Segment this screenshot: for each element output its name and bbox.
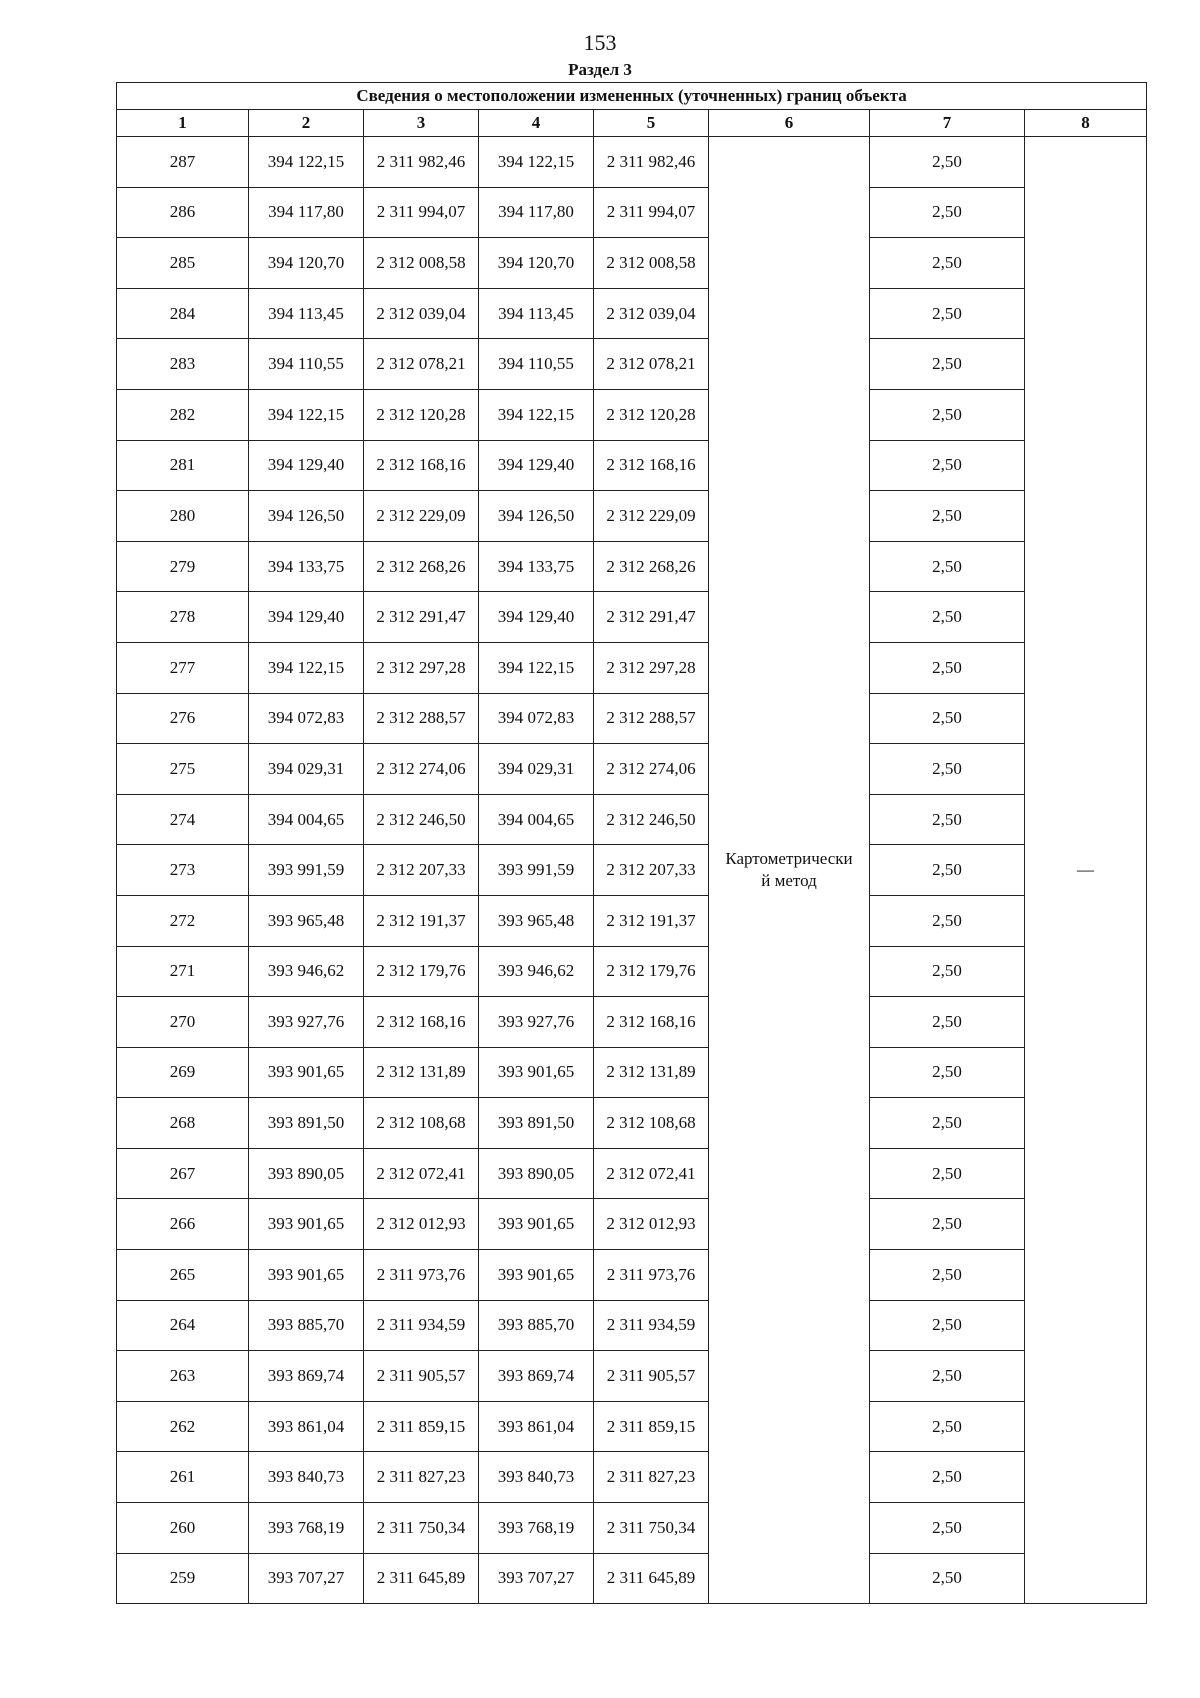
accuracy-cell: 2,50 (870, 187, 1025, 238)
accuracy-cell: 2,50 (870, 744, 1025, 795)
x-existing-cell: 393 885,70 (249, 1300, 364, 1351)
page-number: 153 (583, 30, 617, 55)
accuracy-cell: 2,50 (870, 1199, 1025, 1250)
table-body (117, 137, 1147, 1604)
table-row (117, 693, 1147, 744)
y-refined-cell: 2 312 168,16 (594, 440, 709, 491)
accuracy-cell: 2,50 (870, 1452, 1025, 1503)
table-row (117, 794, 1147, 845)
y-refined-cell: 2 312 207,33 (594, 845, 709, 896)
point-number-cell: 274 (117, 794, 249, 845)
x-refined-cell: 393 891,50 (479, 1098, 594, 1149)
point-number-cell: 281 (117, 440, 249, 491)
y-existing-cell: 2 312 072,41 (364, 1148, 479, 1199)
y-refined-cell: 2 312 268,26 (594, 541, 709, 592)
x-existing-cell: 394 113,45 (249, 288, 364, 339)
y-refined-cell: 2 311 994,07 (594, 187, 709, 238)
point-number-cell: 277 (117, 642, 249, 693)
y-refined-cell: 2 312 297,28 (594, 642, 709, 693)
point-number-cell: 266 (117, 1199, 249, 1250)
point-number-cell: 267 (117, 1148, 249, 1199)
point-number-cell: 261 (117, 1452, 249, 1503)
accuracy-cell: 2,50 (870, 845, 1025, 896)
x-refined-cell: 394 122,15 (479, 137, 594, 188)
table-row (117, 288, 1147, 339)
x-refined-cell: 393 927,76 (479, 997, 594, 1048)
y-refined-cell: 2 312 131,89 (594, 1047, 709, 1098)
x-refined-cell: 394 129,40 (479, 440, 594, 491)
x-refined-cell: 394 029,31 (479, 744, 594, 795)
table-row (117, 642, 1147, 693)
x-existing-cell: 394 129,40 (249, 440, 364, 491)
point-number-cell: 279 (117, 541, 249, 592)
accuracy-cell: 2,50 (870, 1553, 1025, 1604)
column-number: 4 (479, 110, 594, 137)
y-refined-cell: 2 311 982,46 (594, 137, 709, 188)
y-refined-cell: 2 311 645,89 (594, 1553, 709, 1604)
boundary-coordinates-table (116, 82, 1147, 1604)
x-refined-cell: 394 129,40 (479, 592, 594, 643)
x-existing-cell: 394 120,70 (249, 238, 364, 289)
x-existing-cell: 394 122,15 (249, 642, 364, 693)
x-refined-cell: 394 110,55 (479, 339, 594, 390)
y-existing-cell: 2 311 982,46 (364, 137, 479, 188)
x-existing-cell: 394 072,83 (249, 693, 364, 744)
y-existing-cell: 2 312 274,06 (364, 744, 479, 795)
method-cell (709, 137, 870, 1604)
x-refined-cell: 394 113,45 (479, 288, 594, 339)
x-existing-cell: 394 129,40 (249, 592, 364, 643)
y-existing-cell: 2 312 229,09 (364, 491, 479, 542)
x-existing-cell: 393 861,04 (249, 1401, 364, 1452)
y-refined-cell: 2 311 973,76 (594, 1250, 709, 1301)
y-existing-cell: 2 311 859,15 (364, 1401, 479, 1452)
x-refined-cell: 394 122,15 (479, 642, 594, 693)
y-existing-cell: 2 311 994,07 (364, 187, 479, 238)
accuracy-cell: 2,50 (870, 997, 1025, 1048)
table-row (117, 997, 1147, 1048)
x-refined-cell: 393 890,05 (479, 1148, 594, 1199)
accuracy-cell: 2,50 (870, 238, 1025, 289)
y-refined-cell: 2 312 274,06 (594, 744, 709, 795)
y-refined-cell: 2 312 012,93 (594, 1199, 709, 1250)
y-existing-cell: 2 312 008,58 (364, 238, 479, 289)
table-row (117, 744, 1147, 795)
accuracy-cell: 2,50 (870, 1148, 1025, 1199)
y-existing-cell: 2 312 246,50 (364, 794, 479, 845)
point-number-cell: 282 (117, 389, 249, 440)
table-row (117, 1503, 1147, 1554)
x-existing-cell: 393 707,27 (249, 1553, 364, 1604)
y-existing-cell: 2 311 973,76 (364, 1250, 479, 1301)
x-existing-cell: 393 927,76 (249, 997, 364, 1048)
x-existing-cell: 393 901,65 (249, 1250, 364, 1301)
x-refined-cell: 393 768,19 (479, 1503, 594, 1554)
column-number: 1 (117, 110, 249, 137)
y-refined-cell: 2 312 179,76 (594, 946, 709, 997)
y-refined-cell: 2 312 246,50 (594, 794, 709, 845)
y-refined-cell: 2 312 120,28 (594, 389, 709, 440)
y-refined-cell: 2 312 168,16 (594, 997, 709, 1048)
point-number-cell: 272 (117, 895, 249, 946)
column-number: 8 (1025, 110, 1147, 137)
y-existing-cell: 2 311 905,57 (364, 1351, 479, 1402)
point-number-cell: 286 (117, 187, 249, 238)
accuracy-cell: 2,50 (870, 1300, 1025, 1351)
accuracy-cell: 2,50 (870, 895, 1025, 946)
x-refined-cell: 394 072,83 (479, 693, 594, 744)
accuracy-cell: 2,50 (870, 946, 1025, 997)
table-row (117, 1300, 1147, 1351)
accuracy-cell: 2,50 (870, 1351, 1025, 1402)
accuracy-cell: 2,50 (870, 389, 1025, 440)
point-number-cell: 260 (117, 1503, 249, 1554)
accuracy-cell: 2,50 (870, 339, 1025, 390)
y-existing-cell: 2 311 934,59 (364, 1300, 479, 1351)
table-row (117, 137, 1147, 188)
accuracy-cell: 2,50 (870, 1098, 1025, 1149)
point-number-cell: 287 (117, 137, 249, 188)
point-number-cell: 280 (117, 491, 249, 542)
table-row (117, 541, 1147, 592)
table-row (117, 1098, 1147, 1149)
y-refined-cell: 2 311 905,57 (594, 1351, 709, 1402)
accuracy-cell: 2,50 (870, 693, 1025, 744)
table-row (117, 1047, 1147, 1098)
column-number: 3 (364, 110, 479, 137)
x-existing-cell: 393 946,62 (249, 946, 364, 997)
accuracy-cell: 2,50 (870, 1503, 1025, 1554)
y-existing-cell: 2 312 168,16 (364, 997, 479, 1048)
table-row (117, 1401, 1147, 1452)
y-existing-cell: 2 312 179,76 (364, 946, 479, 997)
x-existing-cell: 393 890,05 (249, 1148, 364, 1199)
y-refined-cell: 2 312 291,47 (594, 592, 709, 643)
accuracy-cell: 2,50 (870, 491, 1025, 542)
section-title: Раздел 3 (568, 60, 632, 79)
y-refined-cell: 2 311 934,59 (594, 1300, 709, 1351)
x-refined-cell: 393 901,65 (479, 1250, 594, 1301)
x-existing-cell: 393 991,59 (249, 845, 364, 896)
x-refined-cell: 393 861,04 (479, 1401, 594, 1452)
x-existing-cell: 393 891,50 (249, 1098, 364, 1149)
x-existing-cell: 393 901,65 (249, 1047, 364, 1098)
point-number-cell: 264 (117, 1300, 249, 1351)
y-refined-cell: 2 312 072,41 (594, 1148, 709, 1199)
y-existing-cell: 2 311 750,34 (364, 1503, 479, 1554)
table-row (117, 845, 1147, 896)
x-refined-cell: 394 117,80 (479, 187, 594, 238)
point-number-cell: 275 (117, 744, 249, 795)
x-refined-cell: 393 869,74 (479, 1351, 594, 1402)
table-row (117, 491, 1147, 542)
accuracy-cell: 2,50 (870, 592, 1025, 643)
x-existing-cell: 394 126,50 (249, 491, 364, 542)
y-refined-cell: 2 312 108,68 (594, 1098, 709, 1149)
table-caption: Сведения о местоположении измененных (уточненных) границ объекта (117, 83, 1147, 110)
x-refined-cell: 394 133,75 (479, 541, 594, 592)
x-existing-cell: 393 869,74 (249, 1351, 364, 1402)
x-refined-cell: 393 946,62 (479, 946, 594, 997)
accuracy-cell: 2,50 (870, 137, 1025, 188)
y-existing-cell: 2 312 108,68 (364, 1098, 479, 1149)
x-refined-cell: 394 126,50 (479, 491, 594, 542)
x-existing-cell: 393 965,48 (249, 895, 364, 946)
accuracy-cell: 2,50 (870, 541, 1025, 592)
point-number-cell: 259 (117, 1553, 249, 1604)
y-existing-cell: 2 312 120,28 (364, 389, 479, 440)
accuracy-cell: 2,50 (870, 794, 1025, 845)
point-number-cell: 270 (117, 997, 249, 1048)
y-existing-cell: 2 312 207,33 (364, 845, 479, 896)
accuracy-cell: 2,50 (870, 440, 1025, 491)
column-number: 7 (870, 110, 1025, 137)
accuracy-cell: 2,50 (870, 642, 1025, 693)
accuracy-cell: 2,50 (870, 1250, 1025, 1301)
x-existing-cell: 393 840,73 (249, 1452, 364, 1503)
y-existing-cell: 2 312 012,93 (364, 1199, 479, 1250)
table-row (117, 1351, 1147, 1402)
point-number-cell: 262 (117, 1401, 249, 1452)
x-existing-cell: 394 029,31 (249, 744, 364, 795)
table-row (117, 1553, 1147, 1604)
x-existing-cell: 394 110,55 (249, 339, 364, 390)
table-row (117, 895, 1147, 946)
x-existing-cell: 394 117,80 (249, 187, 364, 238)
x-refined-cell: 393 965,48 (479, 895, 594, 946)
column-number: 5 (594, 110, 709, 137)
accuracy-cell: 2,50 (870, 1047, 1025, 1098)
y-refined-cell: 2 311 827,23 (594, 1452, 709, 1503)
column-number: 2 (249, 110, 364, 137)
point-number-cell: 269 (117, 1047, 249, 1098)
column-8-cell: — (1025, 137, 1147, 1604)
table-row (117, 1199, 1147, 1250)
x-existing-cell: 394 004,65 (249, 794, 364, 845)
point-number-cell: 265 (117, 1250, 249, 1301)
point-number-cell: 271 (117, 946, 249, 997)
y-existing-cell: 2 311 827,23 (364, 1452, 479, 1503)
y-existing-cell: 2 312 288,57 (364, 693, 479, 744)
x-refined-cell: 393 707,27 (479, 1553, 594, 1604)
y-existing-cell: 2 312 131,89 (364, 1047, 479, 1098)
y-refined-cell: 2 312 039,04 (594, 288, 709, 339)
y-refined-cell: 2 312 008,58 (594, 238, 709, 289)
x-existing-cell: 394 133,75 (249, 541, 364, 592)
y-existing-cell: 2 312 039,04 (364, 288, 479, 339)
method-line: й метод (761, 871, 817, 891)
x-refined-cell: 394 120,70 (479, 238, 594, 289)
accuracy-cell: 2,50 (870, 1401, 1025, 1452)
point-number-cell: 284 (117, 288, 249, 339)
point-number-cell: 276 (117, 693, 249, 744)
y-existing-cell: 2 311 645,89 (364, 1553, 479, 1604)
y-existing-cell: 2 312 191,37 (364, 895, 479, 946)
x-refined-cell: 393 840,73 (479, 1452, 594, 1503)
x-refined-cell: 393 901,65 (479, 1199, 594, 1250)
x-existing-cell: 394 122,15 (249, 389, 364, 440)
x-refined-cell: 393 991,59 (479, 845, 594, 896)
point-number-cell: 273 (117, 845, 249, 896)
point-number-cell: 268 (117, 1098, 249, 1149)
y-existing-cell: 2 312 168,16 (364, 440, 479, 491)
x-existing-cell: 393 768,19 (249, 1503, 364, 1554)
y-existing-cell: 2 312 268,26 (364, 541, 479, 592)
table-row (117, 1250, 1147, 1301)
x-refined-cell: 393 901,65 (479, 1047, 594, 1098)
table-row (117, 389, 1147, 440)
y-refined-cell: 2 312 078,21 (594, 339, 709, 390)
table-row (117, 946, 1147, 997)
table-row (117, 187, 1147, 238)
table-row (117, 1452, 1147, 1503)
x-existing-cell: 394 122,15 (249, 137, 364, 188)
y-existing-cell: 2 312 297,28 (364, 642, 479, 693)
y-refined-cell: 2 311 859,15 (594, 1401, 709, 1452)
x-existing-cell: 393 901,65 (249, 1199, 364, 1250)
x-refined-cell: 394 004,65 (479, 794, 594, 845)
point-number-cell: 278 (117, 592, 249, 643)
x-refined-cell: 393 885,70 (479, 1300, 594, 1351)
x-refined-cell: 394 122,15 (479, 389, 594, 440)
table-row (117, 238, 1147, 289)
point-number-cell: 285 (117, 238, 249, 289)
y-refined-cell: 2 311 750,34 (594, 1503, 709, 1554)
table-row (117, 1148, 1147, 1199)
point-number-cell: 263 (117, 1351, 249, 1402)
y-refined-cell: 2 312 229,09 (594, 491, 709, 542)
y-existing-cell: 2 312 078,21 (364, 339, 479, 390)
y-existing-cell: 2 312 291,47 (364, 592, 479, 643)
table-row (117, 592, 1147, 643)
table-row (117, 339, 1147, 390)
column-number: 6 (709, 110, 870, 137)
accuracy-cell: 2,50 (870, 288, 1025, 339)
point-number-cell: 283 (117, 339, 249, 390)
method-line: Картометрически (725, 849, 853, 869)
y-refined-cell: 2 312 288,57 (594, 693, 709, 744)
y-refined-cell: 2 312 191,37 (594, 895, 709, 946)
table-row (117, 440, 1147, 491)
